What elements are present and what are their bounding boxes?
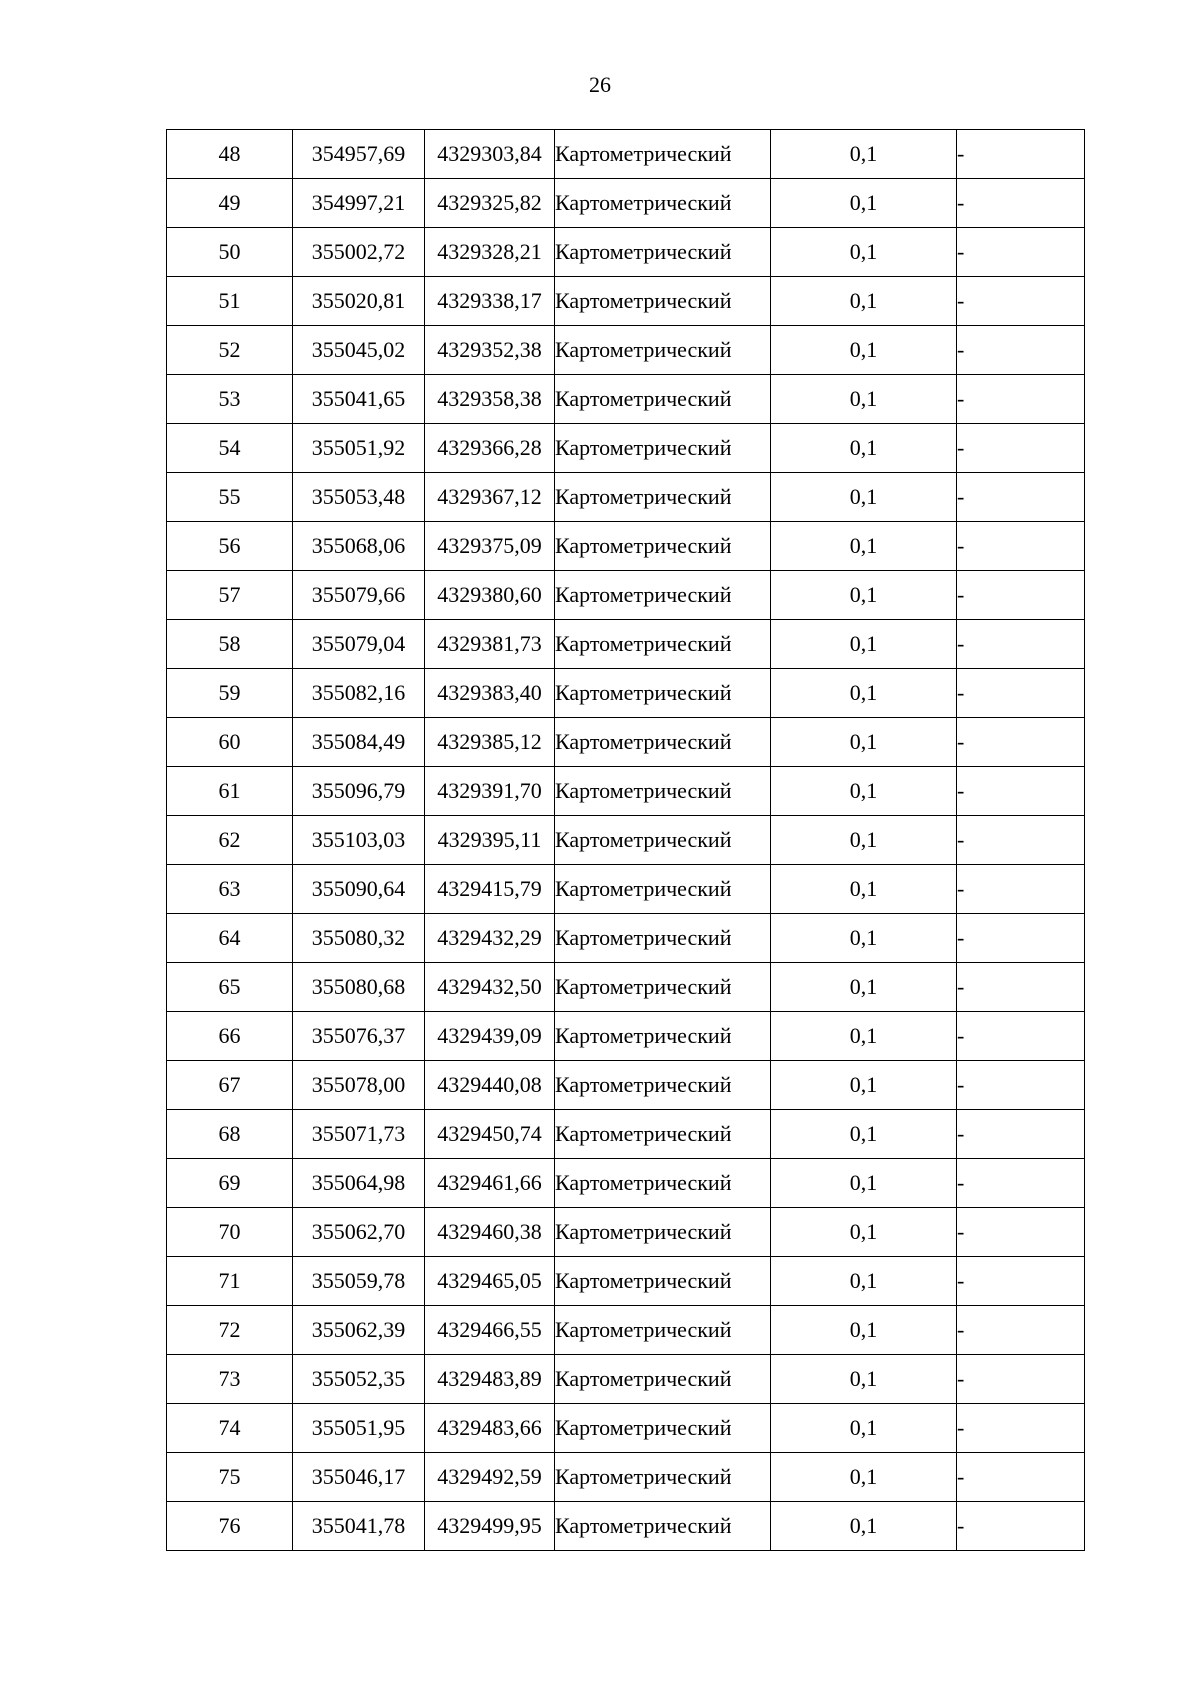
description-cell: - [957,228,1085,277]
y-coordinate-cell: 4329366,28 [425,424,555,473]
y-coordinate-cell: 4329450,74 [425,1110,555,1159]
description-cell: - [957,375,1085,424]
x-coordinate-cell: 355079,04 [293,620,425,669]
y-coordinate-cell: 4329483,89 [425,1355,555,1404]
y-coordinate-cell: 4329483,66 [425,1404,555,1453]
table-row [167,522,1085,571]
method-cell: Картометрический [555,1012,771,1061]
accuracy-cell: 0,1 [771,424,957,473]
table-row [167,1110,1085,1159]
table-row [167,228,1085,277]
x-coordinate-cell: 355062,70 [293,1208,425,1257]
y-coordinate-cell: 4329395,11 [425,816,555,865]
accuracy-cell: 0,1 [771,1159,957,1208]
method-cell: Картометрический [555,473,771,522]
description-cell: - [957,1355,1085,1404]
table-row [167,375,1085,424]
table-row [167,1306,1085,1355]
accuracy-cell: 0,1 [771,1257,957,1306]
point-number-cell: 61 [167,767,293,816]
description-cell: - [957,1404,1085,1453]
point-number-cell: 48 [167,130,293,179]
method-cell: Картометрический [555,1159,771,1208]
table-row [167,1061,1085,1110]
method-cell: Картометрический [555,571,771,620]
point-number-cell: 75 [167,1453,293,1502]
y-coordinate-cell: 4329380,60 [425,571,555,620]
point-number-cell: 50 [167,228,293,277]
point-number-cell: 53 [167,375,293,424]
method-cell: Картометрический [555,1502,771,1551]
point-number-cell: 59 [167,669,293,718]
y-coordinate-cell: 4329367,12 [425,473,555,522]
description-cell: - [957,571,1085,620]
y-coordinate-cell: 4329465,05 [425,1257,555,1306]
description-cell: - [957,1502,1085,1551]
description-cell: - [957,963,1085,1012]
description-cell: - [957,1453,1085,1502]
point-number-cell: 72 [167,1306,293,1355]
x-coordinate-cell: 355080,32 [293,914,425,963]
method-cell: Картометрический [555,277,771,326]
table-row [167,1404,1085,1453]
table-row [167,963,1085,1012]
y-coordinate-cell: 4329432,29 [425,914,555,963]
table-row [167,620,1085,669]
point-number-cell: 74 [167,1404,293,1453]
y-coordinate-cell: 4329415,79 [425,865,555,914]
table-row [167,179,1085,228]
table-row [167,571,1085,620]
x-coordinate-cell: 354997,21 [293,179,425,228]
x-coordinate-cell: 355090,64 [293,865,425,914]
y-coordinate-cell: 4329499,95 [425,1502,555,1551]
table-row [167,424,1085,473]
x-coordinate-cell: 355041,78 [293,1502,425,1551]
point-number-cell: 55 [167,473,293,522]
point-number-cell: 69 [167,1159,293,1208]
description-cell: - [957,130,1085,179]
x-coordinate-cell: 355082,16 [293,669,425,718]
x-coordinate-cell: 355064,98 [293,1159,425,1208]
x-coordinate-cell: 355079,66 [293,571,425,620]
point-number-cell: 76 [167,1502,293,1551]
accuracy-cell: 0,1 [771,277,957,326]
y-coordinate-cell: 4329391,70 [425,767,555,816]
table-row [167,277,1085,326]
x-coordinate-cell: 355059,78 [293,1257,425,1306]
method-cell: Картометрический [555,1453,771,1502]
description-cell: - [957,669,1085,718]
table-body [167,130,1085,1551]
accuracy-cell: 0,1 [771,963,957,1012]
y-coordinate-cell: 4329328,21 [425,228,555,277]
y-coordinate-cell: 4329460,38 [425,1208,555,1257]
accuracy-cell: 0,1 [771,1502,957,1551]
y-coordinate-cell: 4329385,12 [425,718,555,767]
method-cell: Картометрический [555,326,771,375]
accuracy-cell: 0,1 [771,1012,957,1061]
point-number-cell: 68 [167,1110,293,1159]
x-coordinate-cell: 355051,92 [293,424,425,473]
x-coordinate-cell: 355052,35 [293,1355,425,1404]
point-number-cell: 66 [167,1012,293,1061]
x-coordinate-cell: 355084,49 [293,718,425,767]
accuracy-cell: 0,1 [771,1404,957,1453]
x-coordinate-cell: 355062,39 [293,1306,425,1355]
method-cell: Картометрический [555,1110,771,1159]
point-number-cell: 49 [167,179,293,228]
method-cell: Картометрический [555,424,771,473]
point-number-cell: 52 [167,326,293,375]
method-cell: Картометрический [555,1208,771,1257]
accuracy-cell: 0,1 [771,914,957,963]
method-cell: Картометрический [555,1404,771,1453]
description-cell: - [957,1012,1085,1061]
description-cell: - [957,522,1085,571]
description-cell: - [957,620,1085,669]
description-cell: - [957,326,1085,375]
method-cell: Картометрический [555,1355,771,1404]
point-number-cell: 60 [167,718,293,767]
description-cell: - [957,1159,1085,1208]
method-cell: Картометрический [555,816,771,865]
table-row [167,1208,1085,1257]
accuracy-cell: 0,1 [771,1453,957,1502]
page-number: 26 [589,72,611,97]
accuracy-cell: 0,1 [771,718,957,767]
method-cell: Картометрический [555,620,771,669]
x-coordinate-cell: 355045,02 [293,326,425,375]
table-row [167,669,1085,718]
x-coordinate-cell: 355076,37 [293,1012,425,1061]
point-number-cell: 71 [167,1257,293,1306]
y-coordinate-cell: 4329303,84 [425,130,555,179]
y-coordinate-cell: 4329381,73 [425,620,555,669]
description-cell: - [957,816,1085,865]
accuracy-cell: 0,1 [771,1355,957,1404]
y-coordinate-cell: 4329325,82 [425,179,555,228]
description-cell: - [957,718,1085,767]
table-row [167,473,1085,522]
table-row [167,816,1085,865]
point-number-cell: 58 [167,620,293,669]
description-cell: - [957,1208,1085,1257]
y-coordinate-cell: 4329461,66 [425,1159,555,1208]
accuracy-cell: 0,1 [771,1061,957,1110]
table-row [167,1159,1085,1208]
y-coordinate-cell: 4329440,08 [425,1061,555,1110]
point-number-cell: 54 [167,424,293,473]
description-cell: - [957,1061,1085,1110]
accuracy-cell: 0,1 [771,865,957,914]
accuracy-cell: 0,1 [771,375,957,424]
method-cell: Картометрический [555,865,771,914]
table-row [167,1453,1085,1502]
x-coordinate-cell: 355046,17 [293,1453,425,1502]
accuracy-cell: 0,1 [771,816,957,865]
point-number-cell: 56 [167,522,293,571]
point-number-cell: 51 [167,277,293,326]
accuracy-cell: 0,1 [771,1306,957,1355]
y-coordinate-cell: 4329466,55 [425,1306,555,1355]
table-row [167,326,1085,375]
point-number-cell: 57 [167,571,293,620]
description-cell: - [957,865,1085,914]
description-cell: - [957,914,1085,963]
accuracy-cell: 0,1 [771,767,957,816]
x-coordinate-cell: 355071,73 [293,1110,425,1159]
method-cell: Картометрический [555,228,771,277]
point-number-cell: 73 [167,1355,293,1404]
method-cell: Картометрический [555,1306,771,1355]
point-number-cell: 70 [167,1208,293,1257]
point-number-cell: 67 [167,1061,293,1110]
method-cell: Картометрический [555,130,771,179]
accuracy-cell: 0,1 [771,473,957,522]
table-row [167,1502,1085,1551]
x-coordinate-cell: 354957,69 [293,130,425,179]
x-coordinate-cell: 355041,65 [293,375,425,424]
method-cell: Картометрический [555,669,771,718]
method-cell: Картометрический [555,1061,771,1110]
accuracy-cell: 0,1 [771,522,957,571]
description-cell: - [957,424,1085,473]
accuracy-cell: 0,1 [771,1110,957,1159]
method-cell: Картометрический [555,1257,771,1306]
table-row [167,718,1085,767]
point-number-cell: 62 [167,816,293,865]
description-cell: - [957,473,1085,522]
table-row [167,1355,1085,1404]
point-number-cell: 65 [167,963,293,1012]
description-cell: - [957,277,1085,326]
x-coordinate-cell: 355002,72 [293,228,425,277]
point-number-cell: 64 [167,914,293,963]
y-coordinate-cell: 4329352,38 [425,326,555,375]
y-coordinate-cell: 4329492,59 [425,1453,555,1502]
y-coordinate-cell: 4329432,50 [425,963,555,1012]
accuracy-cell: 0,1 [771,1208,957,1257]
x-coordinate-cell: 355053,48 [293,473,425,522]
description-cell: - [957,767,1085,816]
accuracy-cell: 0,1 [771,130,957,179]
coordinates-table [166,129,1085,1551]
x-coordinate-cell: 355051,95 [293,1404,425,1453]
description-cell: - [957,1306,1085,1355]
table-row [167,914,1085,963]
x-coordinate-cell: 355020,81 [293,277,425,326]
y-coordinate-cell: 4329338,17 [425,277,555,326]
method-cell: Картометрический [555,963,771,1012]
method-cell: Картометрический [555,179,771,228]
method-cell: Картометрический [555,522,771,571]
accuracy-cell: 0,1 [771,620,957,669]
method-cell: Картометрический [555,767,771,816]
accuracy-cell: 0,1 [771,326,957,375]
x-coordinate-cell: 355103,03 [293,816,425,865]
x-coordinate-cell: 355068,06 [293,522,425,571]
table-row [167,1012,1085,1061]
y-coordinate-cell: 4329383,40 [425,669,555,718]
description-cell: - [957,1110,1085,1159]
x-coordinate-cell: 355080,68 [293,963,425,1012]
method-cell: Картометрический [555,375,771,424]
table-row [167,130,1085,179]
accuracy-cell: 0,1 [771,669,957,718]
y-coordinate-cell: 4329358,38 [425,375,555,424]
method-cell: Картометрический [555,718,771,767]
y-coordinate-cell: 4329375,09 [425,522,555,571]
description-cell: - [957,1257,1085,1306]
x-coordinate-cell: 355078,00 [293,1061,425,1110]
y-coordinate-cell: 4329439,09 [425,1012,555,1061]
accuracy-cell: 0,1 [771,179,957,228]
table-row [167,865,1085,914]
accuracy-cell: 0,1 [771,571,957,620]
description-cell: - [957,179,1085,228]
table-row [167,767,1085,816]
table-row [167,1257,1085,1306]
accuracy-cell: 0,1 [771,228,957,277]
point-number-cell: 63 [167,865,293,914]
method-cell: Картометрический [555,914,771,963]
x-coordinate-cell: 355096,79 [293,767,425,816]
